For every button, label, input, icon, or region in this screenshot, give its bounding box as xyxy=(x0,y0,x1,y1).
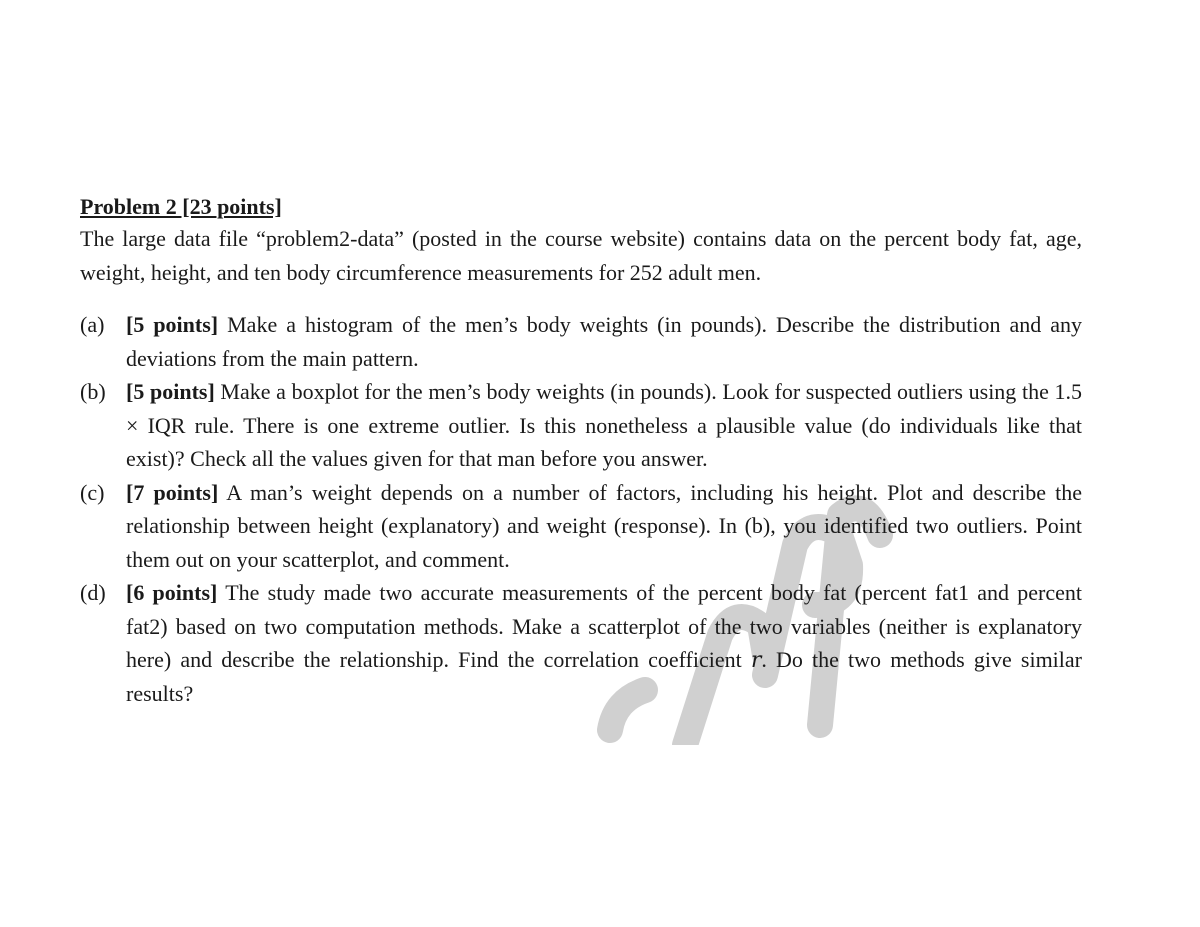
part-points: [6 points] xyxy=(126,580,218,605)
problem-heading: Problem 2 [23 points] xyxy=(80,194,282,219)
part-points: [5 points] xyxy=(126,312,219,337)
part-points: [5 points] xyxy=(126,379,215,404)
part-text: Make a histogram of the men’s body weights (in pounds). Describe the distribution and any deviations from the main pattern. xyxy=(126,312,1082,371)
part-marker: (c) xyxy=(80,479,105,505)
problem-part-d xyxy=(80,576,1082,710)
problem-part-c xyxy=(80,476,1082,577)
part-text: Make a boxplot for the men’s body weights (in pounds). Look for suspected outliers using the 1.5 × IQR rule. There is one extreme outlier. Is this nonetheless a plausible value (do individuals like that exist)? Check all the values given for that man before you answer. xyxy=(126,379,1082,471)
problem-part-a xyxy=(80,308,1082,375)
part-text: A man’s weight depends on a number of factors, including his height. Plot and describe the relationship between height (explanatory) and weight (response). In (b), you identified two outliers. Point them out on your scatterplot, and comment. xyxy=(126,479,1082,572)
problem-sheet xyxy=(80,192,1082,710)
part-text: The study made two accurate measurements of the percent body fat (percent fat1 and percent fat2) based on two computation methods. Make a scatterplot of the two variables (neither is explanatory here) and describe the relationship. Find the correlation coefficient 𝑟. Do the two methods give similar results? xyxy=(126,580,1082,706)
problem-part-b xyxy=(80,375,1082,476)
part-marker: (a) xyxy=(80,312,105,337)
part-marker: (b) xyxy=(80,379,106,404)
problem-parts-list xyxy=(80,308,1082,710)
part-points: [7 points] xyxy=(126,479,219,505)
part-marker: (d) xyxy=(80,580,106,605)
problem-intro: The large data file “problem2-data” (posted in the course website) contains data on the percent body fat, age, weight, height, and ten body circumference measurements for 252 adult men. xyxy=(80,226,1082,285)
